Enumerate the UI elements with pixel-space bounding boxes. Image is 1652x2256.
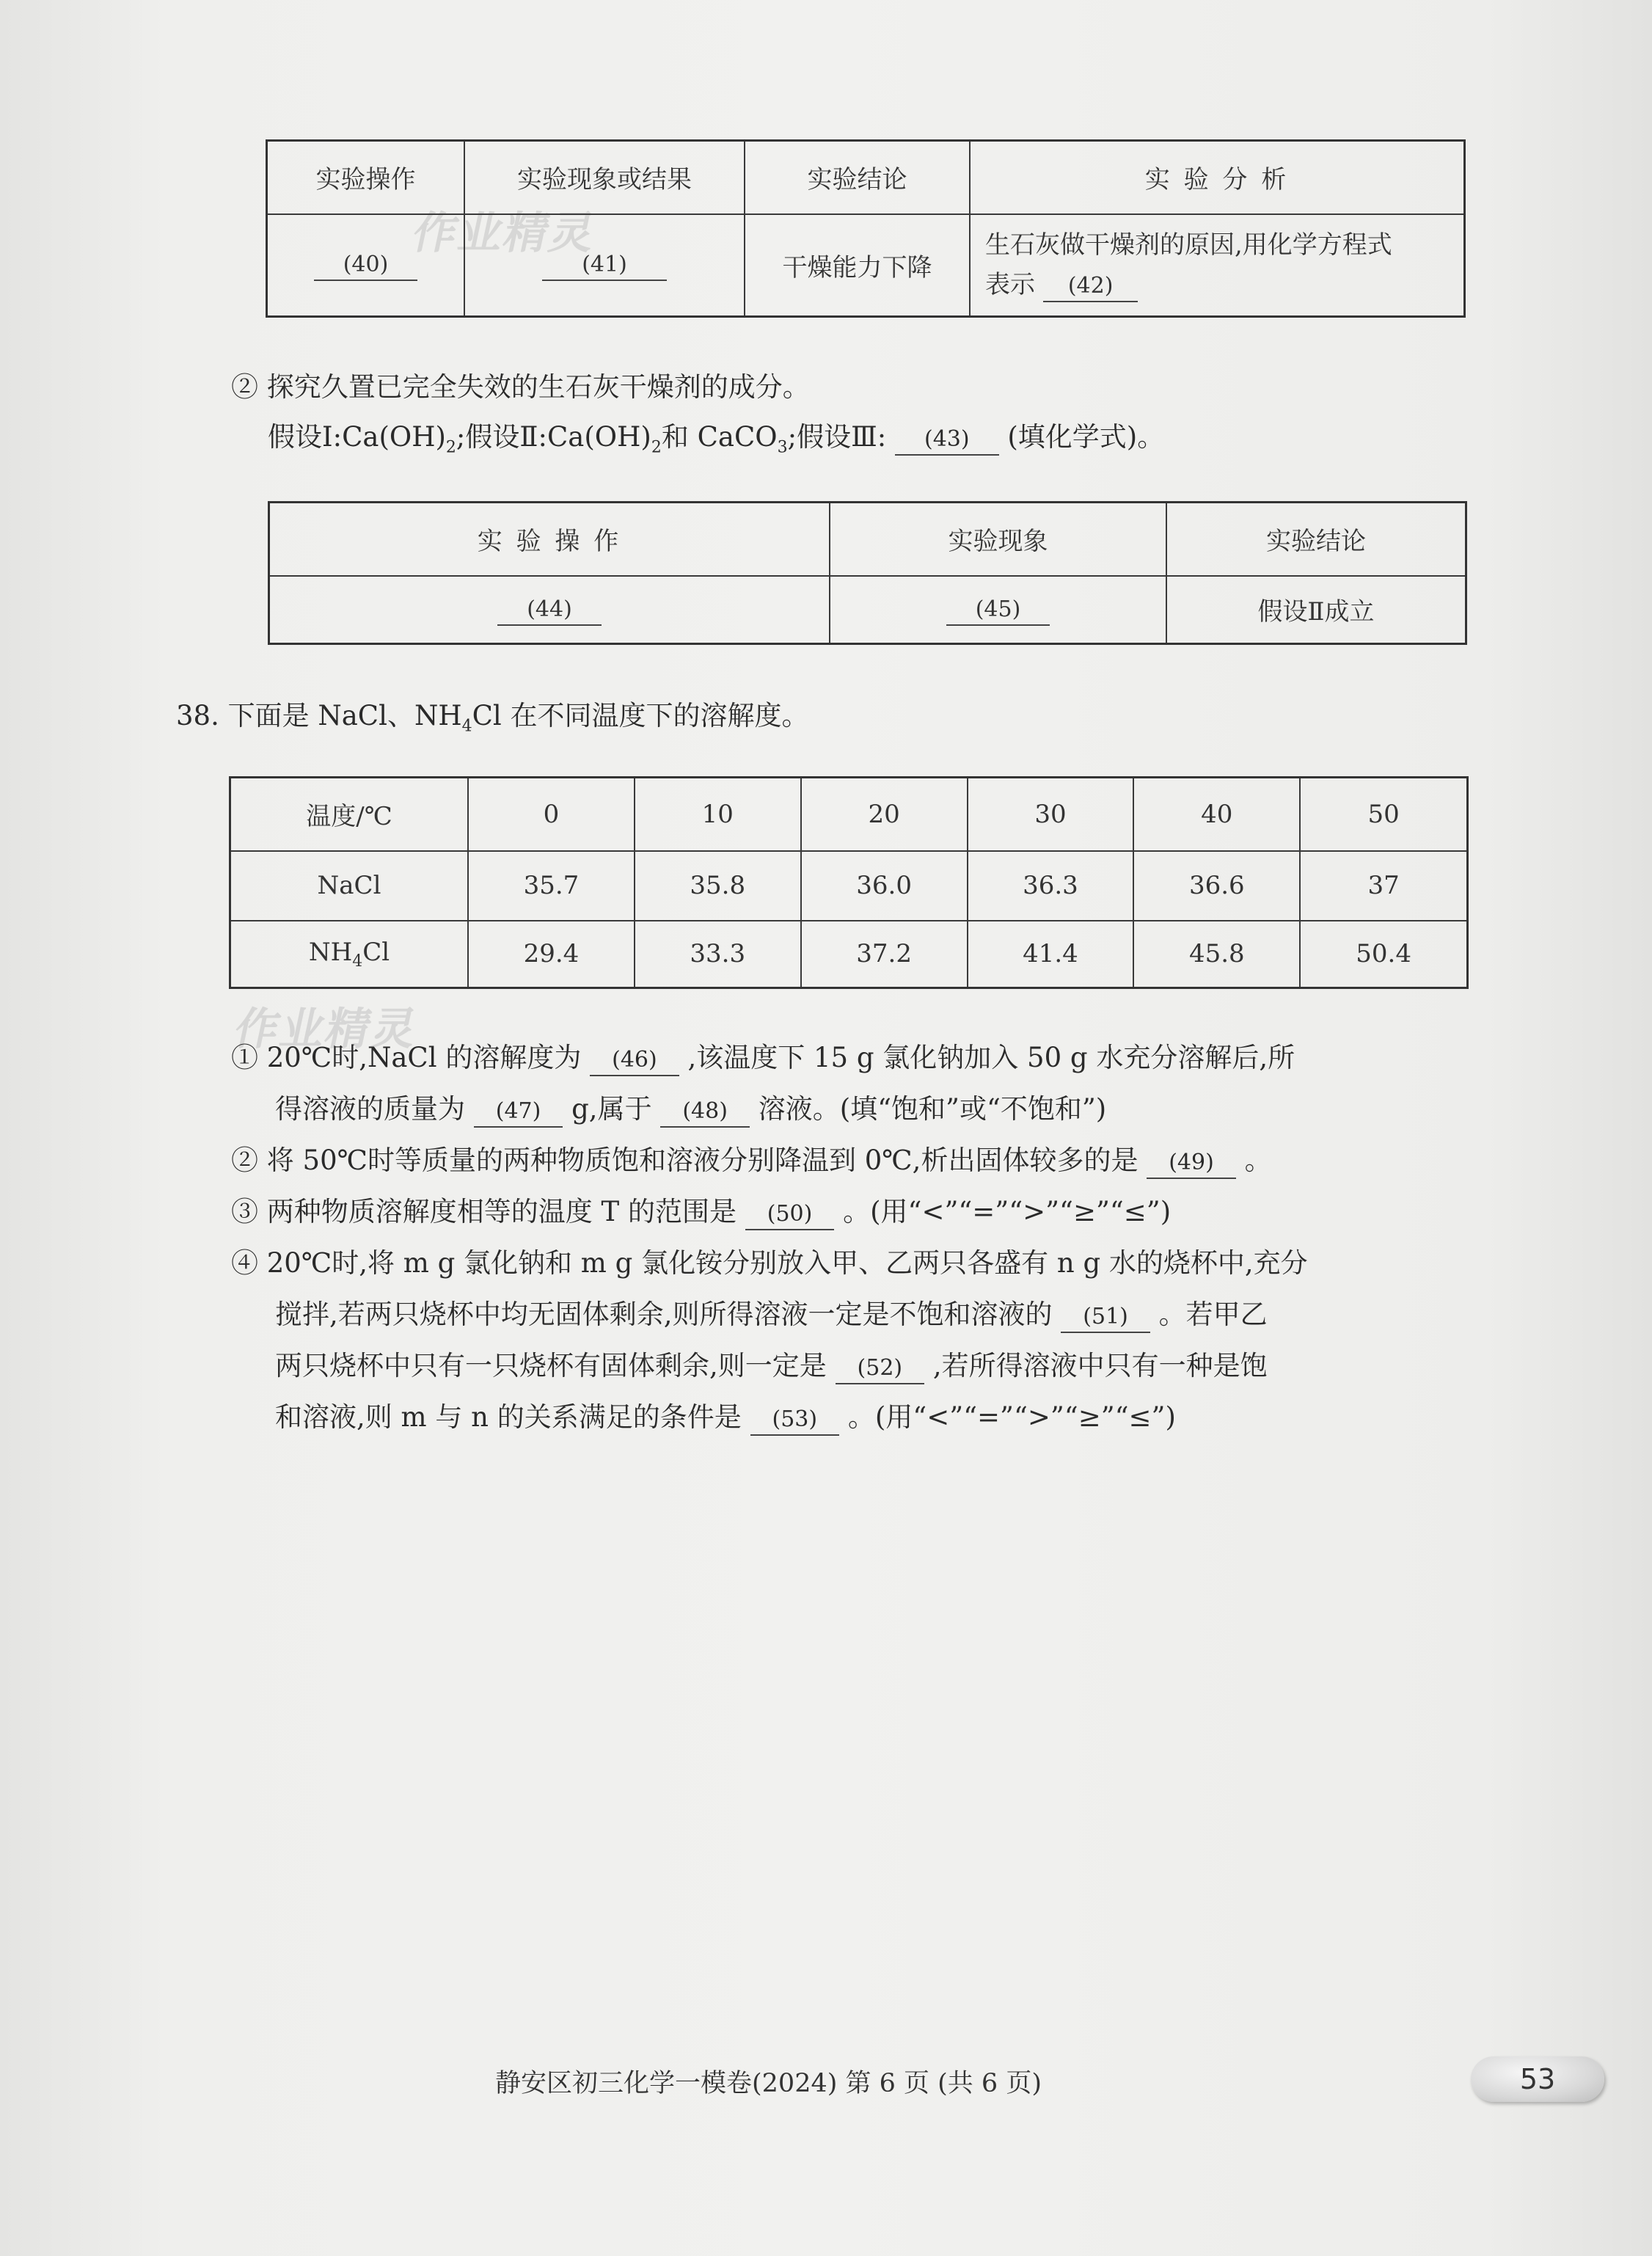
watermark-1: 作业精灵 [408, 208, 602, 259]
nacl-cell: 37 [1300, 851, 1467, 921]
q38-title-b: Cl 在不同温度下的溶解度。 [472, 700, 809, 731]
hypothesis-hint: (填化学式)。 [1007, 421, 1165, 453]
question-4-line4 [275, 1398, 1176, 1437]
q1-text-b: ,该温度下 15 g 氯化钠加入 50 g 水充分溶解后,所 [687, 1042, 1295, 1073]
question-38-title [176, 697, 809, 745]
answer-blank-40[interactable]: (40) [314, 250, 418, 281]
row-header-temperature: 温度/℃ [230, 778, 469, 851]
answer-blank-47[interactable]: (47) [474, 1097, 563, 1128]
page-number-badge: 53 [1471, 2056, 1604, 2102]
q1-text-c: 得溶液的质量为 [275, 1093, 465, 1125]
experiment-table-2 [268, 501, 1467, 645]
question-1-line2 [275, 1090, 1106, 1128]
q4-text-e: ,若所得溶液中只有一种是饱 [932, 1350, 1268, 1381]
table2-header-conclusion: 实验结论 [1166, 503, 1466, 576]
nacl-cell: 35.8 [635, 851, 801, 921]
analysis-text-line1: 生石灰做干燥剂的原因,用化学方程式 [985, 230, 1392, 260]
analysis-text-line2: 表示 [985, 270, 1035, 300]
nacl-cell: 36.3 [968, 851, 1134, 921]
table1-cell-analysis [970, 214, 1465, 317]
answer-blank-41[interactable]: (41) [542, 250, 667, 281]
answer-blank-51[interactable]: (51) [1061, 1302, 1150, 1333]
table1-cell-operation [267, 214, 465, 317]
temp-cell: 50 [1300, 778, 1467, 851]
temp-cell: 0 [468, 778, 635, 851]
hypothesis-3: ;假设Ⅲ: [787, 421, 887, 453]
question-1-line1 [231, 1039, 1295, 1077]
page-footer: 静安区初三化学一模卷(2024) 第 6 页 (共 6 页) [495, 2069, 1042, 2098]
temp-cell: 20 [801, 778, 968, 851]
temp-cell: 40 [1133, 778, 1300, 851]
q4-text-g: 。(用“<”“=”“>”“≥”“≤”) [847, 1401, 1176, 1433]
answer-blank-49[interactable]: (49) [1147, 1148, 1236, 1179]
answer-blank-46[interactable]: (46) [590, 1045, 679, 1076]
nacl-cell: 36.0 [801, 851, 968, 921]
hypothesis-line [268, 418, 1164, 467]
subscript: 4 [461, 717, 472, 736]
table1-header-phenomenon: 实验现象或结果 [464, 141, 745, 214]
q4-text-d: 两只烧杯中只有一只烧杯有固体剩余,则一定是 [275, 1350, 827, 1381]
temp-cell: 10 [635, 778, 801, 851]
subscript: 4 [352, 952, 363, 971]
question-4-line2 [275, 1296, 1268, 1334]
question-4-line1: ④ 20℃时,将 m g 氯化钠和 m g 氯化铵分别放入甲、乙两只各盛有 n g 水的烧杯中,充分 [231, 1247, 1308, 1279]
q4-text-c: 。若甲乙 [1158, 1299, 1268, 1330]
answer-blank-43[interactable]: (43) [895, 425, 999, 456]
table1-cell-phenomenon [464, 214, 745, 317]
table1-cell-conclusion: 干燥能力下降 [745, 214, 970, 317]
hypothesis-2b: 和 CaCO [661, 421, 778, 453]
answer-blank-45[interactable]: (45) [946, 595, 1050, 626]
q1-text-e: 溶液。(填“饱和”或“不饱和”) [758, 1093, 1107, 1125]
nh4cl-cell: 50.4 [1300, 921, 1467, 988]
answer-blank-42[interactable]: (42) [1043, 271, 1139, 302]
subscript: 2 [651, 438, 662, 457]
question-4-line3 [275, 1347, 1268, 1385]
question-3-line [231, 1193, 1171, 1231]
table2-header-phenomenon: 实验现象 [830, 503, 1166, 576]
nh4cl-cell: 37.2 [801, 921, 968, 988]
row-header-nh4cl [230, 921, 469, 988]
table1-header-operation: 实验操作 [267, 141, 465, 214]
nacl-cell: 36.6 [1133, 851, 1300, 921]
q3-text-a: ③ 两种物质溶解度相等的温度 T 的范围是 [231, 1196, 737, 1227]
question-2-line [231, 1142, 1272, 1180]
nh4cl-tail: Cl [362, 937, 390, 967]
nh4cl-cell: 29.4 [468, 921, 635, 988]
nh4cl-head: NH [308, 937, 353, 967]
nh4cl-cell: 33.3 [635, 921, 801, 988]
table2-cell-operation [269, 576, 830, 644]
q1-text-a: ① 20℃时,NaCl 的溶解度为 [231, 1042, 582, 1073]
subscript: 3 [777, 438, 788, 457]
watermark-2: 作业精灵 [230, 1004, 423, 1055]
part2-intro: ② 探究久置已完全失效的生石灰干燥剂的成分。 [231, 371, 810, 403]
answer-blank-48[interactable]: (48) [660, 1097, 750, 1128]
q2-text-a: ② 将 50℃时等质量的两种物质饱和溶液分别降温到 0℃,析出固体较多的是 [231, 1145, 1139, 1176]
q4-text-b: 搅拌,若两只烧杯中均无固体剩余,则所得溶液一定是不饱和溶液的 [275, 1299, 1053, 1330]
temp-cell: 30 [968, 778, 1134, 851]
nh4cl-cell: 45.8 [1133, 921, 1300, 988]
row-header-nacl: NaCl [230, 851, 469, 921]
q1-text-d: g,属于 [571, 1093, 652, 1125]
table2-cell-phenomenon [830, 576, 1166, 644]
table1-header-conclusion: 实验结论 [745, 141, 970, 214]
experiment-table-1 [266, 139, 1466, 318]
hypothesis-2: ;假设Ⅱ:Ca(OH) [456, 421, 651, 453]
table2-cell-conclusion: 假设Ⅱ成立 [1166, 576, 1466, 644]
hypothesis-1: 假设Ⅰ:Ca(OH) [268, 421, 446, 453]
answer-blank-52[interactable]: (52) [836, 1354, 925, 1384]
table1-header-analysis: 实 验 分 析 [970, 141, 1465, 214]
q38-title-a: 38. 下面是 NaCl、NH [176, 700, 462, 731]
table2-header-operation: 实 验 操 作 [269, 503, 830, 576]
nacl-cell: 35.7 [468, 851, 635, 921]
q2-text-b: 。 [1244, 1145, 1272, 1176]
answer-blank-50[interactable]: (50) [745, 1200, 835, 1230]
solubility-table [229, 776, 1469, 989]
nh4cl-cell: 41.4 [968, 921, 1134, 988]
q4-text-f: 和溶液,则 m 与 n 的关系满足的条件是 [275, 1401, 742, 1433]
answer-blank-53[interactable]: (53) [750, 1405, 840, 1436]
answer-blank-44[interactable]: (44) [497, 595, 602, 626]
q3-text-b: 。(用“<”“=”“>”“≥”“≤”) [843, 1196, 1172, 1227]
subscript: 2 [445, 438, 456, 457]
